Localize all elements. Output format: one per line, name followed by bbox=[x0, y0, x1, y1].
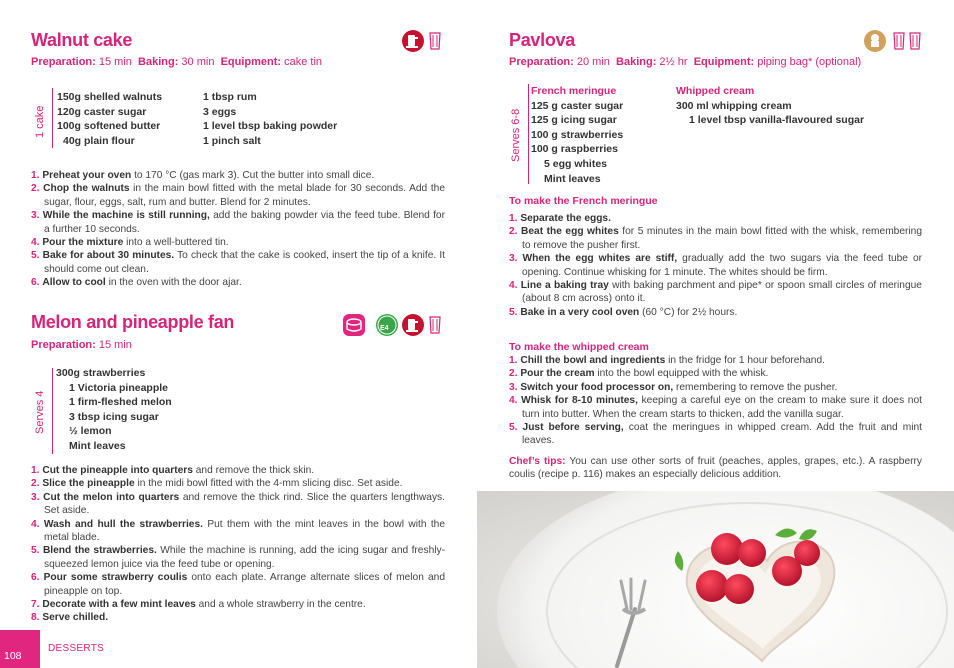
prep-label: Preparation: bbox=[31, 56, 96, 68]
step-item bbox=[509, 279, 922, 306]
step-lead: Decorate with a few mint leaves bbox=[42, 599, 196, 611]
step-lead: Slice the pineapple bbox=[42, 478, 135, 490]
ingredient: 1 level tbsp baking powder bbox=[203, 120, 338, 133]
step-number: 2. bbox=[509, 226, 518, 238]
step-number: 6. bbox=[31, 277, 40, 289]
step-number: 7. bbox=[31, 599, 40, 611]
meringue-ingredients bbox=[531, 84, 671, 186]
melon-serves: Serves 4 bbox=[34, 390, 46, 434]
step-item bbox=[509, 394, 922, 421]
step-lead: Pour some strawberry coulis bbox=[43, 572, 188, 584]
walnut-serves: 1 cake bbox=[34, 105, 46, 138]
ingredient: 1 firm-fleshed melon bbox=[69, 396, 172, 409]
step-text: and remove the thick rind. Slice the quarters lengthways. Set aside. bbox=[44, 491, 445, 517]
ingredient: 3 tbsp icing sugar bbox=[69, 410, 159, 423]
step-number: 1. bbox=[509, 213, 518, 224]
step-item bbox=[31, 571, 445, 598]
midi-bowl-icon bbox=[343, 314, 365, 336]
pavlova-photo bbox=[477, 491, 954, 668]
step-lead: Beat the egg whites bbox=[521, 226, 619, 238]
step-text: and remove the thick skin. bbox=[192, 465, 315, 476]
step-item bbox=[31, 477, 445, 490]
step-item bbox=[31, 169, 445, 182]
cream-heading: To make the whipped cream bbox=[509, 341, 649, 353]
cream-ingredients bbox=[676, 84, 916, 128]
step-item bbox=[509, 421, 922, 448]
pavlova-serves: Serves 6-8 bbox=[510, 108, 522, 162]
step-item bbox=[509, 354, 922, 367]
step-number: 2. bbox=[31, 478, 40, 490]
step-lead: Line a baking tray bbox=[520, 280, 609, 292]
step-lead: Allow to cool bbox=[42, 277, 106, 289]
melon-fan-title: Melon and pineapple fan bbox=[31, 312, 235, 332]
step-number: 3. bbox=[509, 381, 518, 393]
step-item bbox=[31, 518, 445, 545]
serves-divider bbox=[52, 368, 53, 454]
disc-badge: E4 bbox=[380, 325, 389, 332]
whisk-bowl-icon bbox=[428, 30, 450, 52]
step-text: (60 °C) for 2½ hours. bbox=[639, 306, 738, 318]
step-text: in the midi bowl fitted with the 4-mm slicing disc. Set aside. bbox=[134, 478, 403, 490]
tips-text: You can use other sorts of fruit (peaches, apples, grapes, etc.). A raspberry coulis (recipe p. 116) makes an especially delicious addition. bbox=[509, 456, 923, 481]
ingredient: 1 level tbsp vanilla-flavoured sugar bbox=[689, 114, 865, 127]
step-text: in the oven with the door ajar. bbox=[105, 277, 242, 289]
step-number: 1. bbox=[509, 355, 518, 366]
ingredient: 300g strawberries bbox=[56, 367, 146, 379]
page-number: 108 bbox=[0, 630, 40, 668]
step-lead: While the machine is still running, bbox=[42, 210, 210, 222]
baking-label: Baking: bbox=[138, 56, 179, 68]
equipment-value: cake tin bbox=[284, 56, 323, 68]
step-lead: Chill the bowl and ingredients bbox=[520, 355, 666, 366]
step-lead: When the egg whites are stiff, bbox=[522, 253, 678, 265]
ingredient: 100 g raspberries bbox=[531, 143, 618, 156]
step-item bbox=[31, 236, 445, 249]
step-text: Put them with the mint leaves in the bowl with the metal blade. bbox=[44, 518, 445, 544]
step-text: remembering to remove the pusher. bbox=[673, 381, 838, 393]
meringue-steps bbox=[509, 212, 922, 319]
step-text: in the main bowl fitted with the metal blade for 30 seconds. Add the sugar, flour, eggs, salt, rum and butter. Blend for 2 minutes. bbox=[44, 183, 445, 208]
prep-label: Preparation: bbox=[31, 339, 96, 351]
step-number: 5. bbox=[509, 422, 518, 434]
step-text: coat the meringues in whipped cream. Add the fruit and mint leaves. bbox=[522, 422, 922, 447]
step-text: with baking parchment and pipe* or spoon small circles of meringue (about 8 cm across) onto it. bbox=[522, 280, 922, 305]
step-text: in the fridge for 1 hour beforehand. bbox=[665, 355, 825, 366]
ingredients-right bbox=[203, 90, 337, 148]
ingredient: 1 Victoria pineapple bbox=[69, 381, 169, 394]
prep-value: 15 min bbox=[98, 339, 132, 351]
step-number: 3. bbox=[31, 491, 40, 503]
chefs-tips bbox=[509, 455, 922, 482]
whisk-bowl-icon bbox=[428, 314, 450, 336]
step-lead: Pour the mixture bbox=[42, 237, 124, 249]
tips-label: Chef’s tips: bbox=[509, 456, 566, 467]
ingredients-left bbox=[57, 90, 162, 148]
step-lead: Switch your food processor on, bbox=[520, 381, 674, 393]
step-item bbox=[509, 225, 922, 252]
step-number: 1. bbox=[31, 465, 40, 476]
walnut-cake-title: Walnut cake bbox=[31, 30, 133, 50]
step-item bbox=[31, 182, 445, 209]
step-item bbox=[31, 249, 445, 276]
step-text: While the machine is running, add the icing sugar and freshly-squeezed lemon juice via the feed tube or opening. bbox=[44, 545, 445, 570]
step-text: to 170 °C (gas mark 3). Cut the butter into small dice. bbox=[131, 170, 375, 181]
prep-value: 15 min bbox=[98, 56, 132, 68]
ingredient: 100g softened butter bbox=[57, 120, 161, 133]
mixer-icon bbox=[402, 30, 424, 52]
step-item bbox=[31, 491, 445, 518]
step-item bbox=[509, 367, 922, 380]
ingredient: 1 pinch salt bbox=[203, 134, 261, 147]
ingredient: 100 g strawberries bbox=[531, 128, 624, 141]
baking-value: 2½ hr bbox=[659, 56, 688, 68]
ingredient: 5 egg whites bbox=[544, 157, 608, 170]
step-text: keeping a careful eye on the cream to make sure it does not turn into butter. When the cream starts to thicken, add the vanilla sugar. bbox=[522, 395, 922, 420]
baking-label: Baking: bbox=[616, 56, 657, 68]
prep-value: 20 min bbox=[576, 56, 610, 68]
ingredient: 3 eggs bbox=[203, 105, 237, 118]
step-text: for 5 minutes in the main bowl fitted with the whisk, remembering to remove the pusher first. bbox=[522, 226, 923, 251]
ingredient: 300 ml whipping cream bbox=[676, 99, 792, 112]
ingredient: ½ lemon bbox=[69, 425, 112, 438]
step-lead: Cut the pineapple into quarters bbox=[42, 465, 193, 476]
step-number: 2. bbox=[509, 368, 518, 380]
step-number: 5. bbox=[31, 250, 40, 262]
equipment-label: Equipment: bbox=[693, 56, 755, 68]
step-item bbox=[509, 381, 922, 394]
step-number: 2. bbox=[31, 183, 40, 195]
step-number: 4. bbox=[509, 395, 518, 407]
step-lead: Preheat your oven bbox=[42, 170, 132, 181]
step-number: 4. bbox=[31, 518, 40, 530]
pavlova-meta bbox=[509, 56, 861, 68]
cream-steps bbox=[509, 354, 922, 448]
step-lead: Bake for about 30 minutes. bbox=[42, 250, 175, 262]
step-item bbox=[31, 209, 445, 236]
step-item bbox=[31, 276, 445, 289]
serves-divider bbox=[528, 84, 529, 184]
step-number: 5. bbox=[31, 545, 40, 557]
ingredient: 150g shelled walnuts bbox=[57, 91, 163, 103]
column-heading: French meringue bbox=[531, 85, 617, 97]
ingredient: Mint leaves bbox=[69, 439, 126, 452]
disc-e4-icon bbox=[376, 314, 398, 336]
step-number: 8. bbox=[31, 612, 40, 624]
step-number: 4. bbox=[31, 237, 40, 249]
walnut-meta bbox=[31, 56, 322, 68]
step-item bbox=[509, 252, 922, 279]
step-item bbox=[31, 464, 445, 477]
step-item bbox=[509, 306, 922, 319]
mixer-icon bbox=[402, 314, 424, 336]
step-text: and a whole strawberry in the centre. bbox=[195, 599, 366, 611]
step-lead: Cut the melon into quarters bbox=[43, 491, 180, 503]
equipment-value: piping bag* (optional) bbox=[757, 56, 862, 68]
ingredient: Mint leaves bbox=[544, 172, 601, 185]
whisk-bowl-icon bbox=[908, 30, 930, 52]
step-lead: Chop the walnuts bbox=[43, 183, 130, 195]
step-lead: Just before serving, bbox=[522, 422, 624, 434]
melon-meta bbox=[31, 339, 132, 351]
ingredient: 125 g caster sugar bbox=[531, 99, 624, 112]
step-item bbox=[31, 544, 445, 571]
column-heading: Whipped cream bbox=[676, 85, 755, 97]
melon-steps bbox=[31, 464, 445, 625]
section-label: DESSERTS bbox=[48, 643, 105, 654]
ingredient: 120g caster sugar bbox=[57, 105, 147, 118]
step-number: 4. bbox=[509, 280, 518, 292]
pavlova-title: Pavlova bbox=[509, 30, 575, 50]
step-text: into a well-buttered tin. bbox=[123, 237, 229, 249]
step-number: 5. bbox=[509, 306, 518, 318]
step-lead: Serve chilled. bbox=[42, 612, 109, 624]
step-item bbox=[509, 212, 922, 225]
step-item bbox=[31, 611, 445, 624]
walnut-ingredients bbox=[57, 90, 357, 150]
step-text: gradually add the two sugars via the feed tube or opening. Continue whisking for 1 minute. The whites should be firm. bbox=[522, 253, 923, 278]
ingredient: 40g plain flour bbox=[63, 134, 135, 147]
chef-icon bbox=[864, 30, 886, 52]
equipment-label: Equipment: bbox=[220, 56, 282, 68]
step-text: To check that the cake is cooked, insert the tip of a knife. It should come out clean. bbox=[44, 250, 445, 275]
step-lead: Whisk for 8-10 minutes, bbox=[521, 395, 638, 407]
step-text: add the baking powder via the feed tube. Blend for a further 10 seconds. bbox=[44, 210, 445, 235]
walnut-steps bbox=[31, 169, 445, 290]
step-lead: Bake in a very cool oven bbox=[520, 306, 640, 318]
meringue-heading: To make the French meringue bbox=[509, 195, 658, 207]
prep-label: Preparation: bbox=[509, 56, 574, 68]
step-text: onto each plate. Arrange alternate slices of melon and pineapple on top. bbox=[44, 572, 445, 597]
step-number: 1. bbox=[31, 170, 40, 181]
step-number: 3. bbox=[31, 210, 40, 222]
ingredient: 1 tbsp rum bbox=[203, 91, 257, 103]
step-number: 3. bbox=[509, 253, 518, 265]
step-lead: Separate the eggs. bbox=[520, 213, 611, 224]
ingredient: 125 g icing sugar bbox=[531, 114, 617, 127]
melon-ingredients bbox=[56, 366, 256, 454]
step-lead: Wash and hull the strawberries. bbox=[43, 518, 203, 530]
step-item bbox=[31, 598, 445, 611]
serves-divider bbox=[52, 88, 53, 148]
step-lead: Pour the cream bbox=[520, 368, 595, 380]
step-lead: Blend the strawberries. bbox=[42, 545, 157, 557]
step-number: 6. bbox=[31, 572, 40, 584]
step-text: into the bowl equipped with the whisk. bbox=[594, 368, 769, 380]
baking-value: 30 min bbox=[181, 56, 215, 68]
